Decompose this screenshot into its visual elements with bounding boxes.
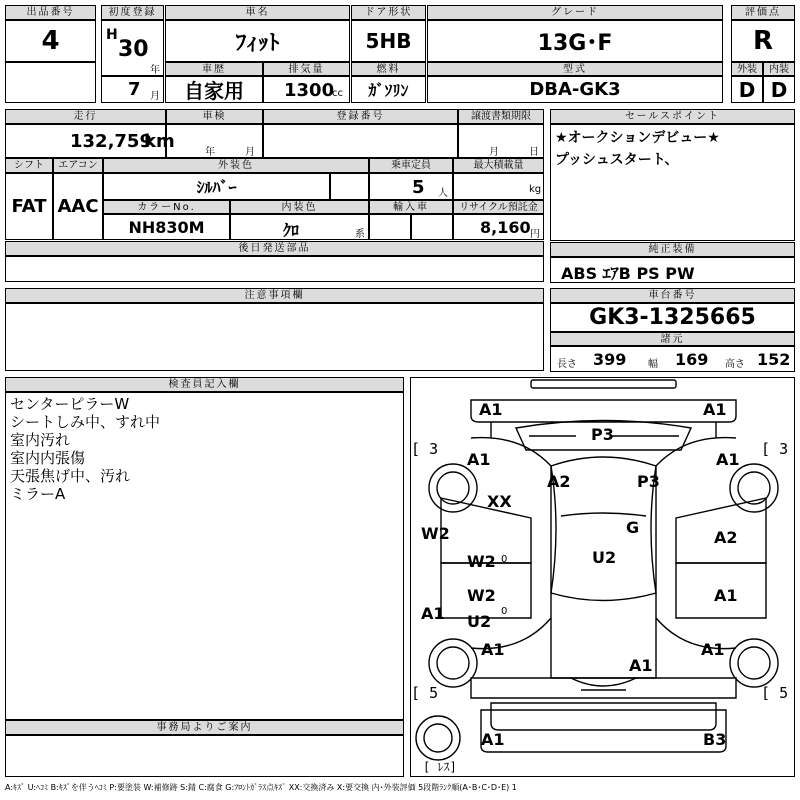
model-header: 型式 <box>427 62 723 76</box>
width-label: 幅 <box>648 359 658 370</box>
displacement-header: 排気量 <box>263 62 350 76</box>
damage-mark: A1 <box>481 730 505 749</box>
capacity: 5 <box>412 177 425 198</box>
tire-depth: 3 <box>779 440 789 458</box>
import-header: 輸入車 <box>369 200 453 214</box>
year-unit: 年 <box>150 65 160 76</box>
zero-mark: 0 <box>501 554 508 565</box>
notes-cell <box>5 303 544 371</box>
car-name: ﾌｨｯﾄ <box>165 20 350 62</box>
damage-mark: G <box>626 518 640 537</box>
tire-rear-left: [ 5 <box>411 684 439 702</box>
recycle-cell <box>453 214 544 240</box>
damage-mark: P3 <box>591 425 614 444</box>
damage-mark: A1 <box>481 640 505 659</box>
office-cell <box>5 735 404 777</box>
equipment-header: 純正装備 <box>550 242 795 257</box>
length: 399 <box>593 350 627 369</box>
capacity-cell <box>369 173 453 200</box>
ext-color-extra <box>330 173 369 200</box>
first-reg-header: 初度登録 <box>101 5 164 20</box>
capacity-unit: 人 <box>438 188 448 199</box>
damage-mark: U2 <box>467 612 492 631</box>
damage-mark: A2 <box>714 528 738 547</box>
ext-color: ｼﾙﾊﾞｰ <box>103 173 330 200</box>
damage-mark: W2 <box>467 552 496 571</box>
ext-color-header: 外装色 <box>103 158 369 173</box>
damage-mark: B3 <box>703 730 727 749</box>
score-header: 評価点 <box>731 5 795 20</box>
displacement: 1300 <box>284 80 335 101</box>
insp-year-unit: 年 <box>205 147 215 158</box>
inspector-line-4: 室内内張傷 <box>10 449 86 467</box>
zero-mark: 0 <box>501 606 508 617</box>
inspector-line-3: 室内汚れ <box>10 431 71 449</box>
displacement-cell <box>263 76 350 103</box>
damage-mark: W2 <box>421 524 450 543</box>
damage-mark: A1 <box>714 586 738 605</box>
tire-front-right: [ 3 <box>761 440 789 458</box>
damage-mark: A1 <box>629 656 653 675</box>
capacity-header: 乗車定員 <box>369 158 453 173</box>
damage-mark: A1 <box>701 640 725 659</box>
lot-no-blank <box>5 62 96 103</box>
import-cell-a <box>369 214 411 240</box>
damage-mark: W2 <box>467 586 496 605</box>
equipment: ABS ｴｱB PS PW <box>561 264 695 283</box>
int-color-cell <box>230 214 369 240</box>
tire-depth: 5 <box>779 684 789 702</box>
displacement-unit: cc <box>332 88 343 99</box>
reg-no-header: 登録番号 <box>263 109 458 124</box>
fuel: ｶﾞｿﾘﾝ <box>351 76 426 103</box>
sales-point-header: セールスポイント <box>550 109 795 124</box>
first-reg-year-cell <box>101 20 164 76</box>
door-header: ドア形状 <box>351 5 426 20</box>
later-parts-header: 後日発送部品 <box>5 241 544 256</box>
later-parts-cell <box>5 256 544 282</box>
transfer-month-unit: 月 <box>489 147 499 158</box>
inspection-header: 車検 <box>166 109 263 124</box>
era: H <box>106 27 118 43</box>
transfer-cell <box>458 124 544 158</box>
inspector-cell <box>5 392 404 720</box>
max-load-header: 最大積載量 <box>453 158 544 173</box>
chassis-header: 車台番号 <box>550 288 795 303</box>
grade-header: グレード <box>427 5 723 20</box>
equipment-cell <box>550 257 795 283</box>
width: 169 <box>675 350 709 369</box>
sales-line-2: プッシュスタート、 <box>555 152 679 168</box>
int-color: ｸﾛ <box>283 221 300 240</box>
height: 152 <box>757 350 791 369</box>
history-header: 車歴 <box>165 62 263 76</box>
mileage: 132,759 <box>70 131 152 152</box>
mileage-unit: km <box>144 131 175 152</box>
history: 自家用 <box>165 76 263 103</box>
tire-depth: 5 <box>429 684 439 702</box>
damage-mark: A1 <box>479 400 503 419</box>
ac: AAC <box>53 173 103 240</box>
inspector-line-1: センターピラーW <box>10 395 130 413</box>
fuel-header: 燃料 <box>351 62 426 76</box>
car-name-header: 車名 <box>165 5 350 20</box>
damage-mark: XX <box>487 492 512 511</box>
ac-header: エアコン <box>53 158 103 173</box>
reg-month: 7 <box>128 79 141 100</box>
spare-label: ﾚｽ <box>437 760 450 774</box>
transfer-day-unit: 日 <box>529 147 539 158</box>
reg-year: 30 <box>118 37 149 62</box>
inspector-line-5: 天張焦げ中、汚れ <box>10 467 131 485</box>
door-type: 5HB <box>351 20 426 62</box>
damage-mark: P3 <box>637 472 660 491</box>
sales-line-1: ★オークションデビュー★ <box>555 130 720 146</box>
damage-mark: A1 <box>716 450 740 469</box>
max-load-unit: kg <box>529 184 542 195</box>
chassis-no: GK3-1325665 <box>550 303 795 332</box>
month-unit: 月 <box>150 91 160 102</box>
damage-mark: A1 <box>421 604 445 623</box>
tire-front-left: [ 3 <box>411 440 439 458</box>
mileage-header: 走行 <box>5 109 166 124</box>
damage-diagram <box>410 377 795 777</box>
lot-no-header: 出品番号 <box>5 5 96 20</box>
shift: FAT <box>5 173 53 240</box>
mileage-cell <box>5 124 175 158</box>
damage-mark: A2 <box>547 472 571 491</box>
color-no-header: カラーNo. <box>103 200 230 214</box>
inspector-line-2: シートしみ中、すれ中 <box>10 413 161 431</box>
tire-rear-right: [ 5 <box>761 684 789 702</box>
office-header: 事務局よりご案内 <box>5 720 404 735</box>
lot-no: 4 <box>5 20 96 62</box>
spare-tire: [ ﾚｽ] <box>423 760 457 774</box>
dims-header: 諸元 <box>550 332 795 346</box>
notes-header: 注意事項欄 <box>5 288 544 303</box>
inspection-cell <box>166 124 263 158</box>
grade: 13G･F <box>427 20 723 62</box>
int-color-header: 内装色 <box>230 200 369 214</box>
int-grade-header: 内装 <box>763 62 795 76</box>
int-color-unit: 系 <box>355 229 365 240</box>
color-no: NH830M <box>103 214 230 240</box>
max-load-cell <box>453 173 544 200</box>
legend: A:ｷｽﾞ U:ﾍｺﾐ B:ｷｽﾞを伴うﾍｺﾐ P:要塗装 W:補修跡 S:錆 C:腐食 G:ﾌﾛﾝﾄｶﾞﾗｽ点ｷｽﾞ XX:交換済み X:要交換 内･外装評価 5段階ﾗﾝｸ順(A･B･C･D･E) 1 <box>5 783 517 792</box>
insp-month-unit: 月 <box>245 147 255 158</box>
recycle: 8,160 <box>480 218 531 237</box>
reg-no-cell <box>263 124 458 158</box>
first-reg-month-cell <box>101 76 164 103</box>
damage-mark: U2 <box>592 548 617 567</box>
dims-cell <box>550 346 795 372</box>
damage-mark: A1 <box>703 400 727 419</box>
ext-grade: D <box>731 76 763 103</box>
inspector-header: 検査員記入欄 <box>5 377 404 392</box>
model: DBA-GK3 <box>427 76 723 103</box>
length-label: 長さ <box>557 359 577 370</box>
damage-mark: A1 <box>467 450 491 469</box>
height-label: 高さ <box>725 359 745 370</box>
int-grade: D <box>763 76 795 103</box>
recycle-unit: 円 <box>530 229 540 240</box>
score: R <box>731 20 795 62</box>
recycle-header: リサイクル預託金 <box>453 200 544 214</box>
import-cell-b <box>411 214 453 240</box>
tire-depth: 3 <box>429 440 439 458</box>
sales-point-cell <box>550 124 795 241</box>
transfer-header: 譲渡書類期限 <box>458 109 544 124</box>
inspector-line-6: ミラーA <box>10 485 66 503</box>
shift-header: シフト <box>5 158 53 173</box>
ext-grade-header: 外装 <box>731 62 763 76</box>
